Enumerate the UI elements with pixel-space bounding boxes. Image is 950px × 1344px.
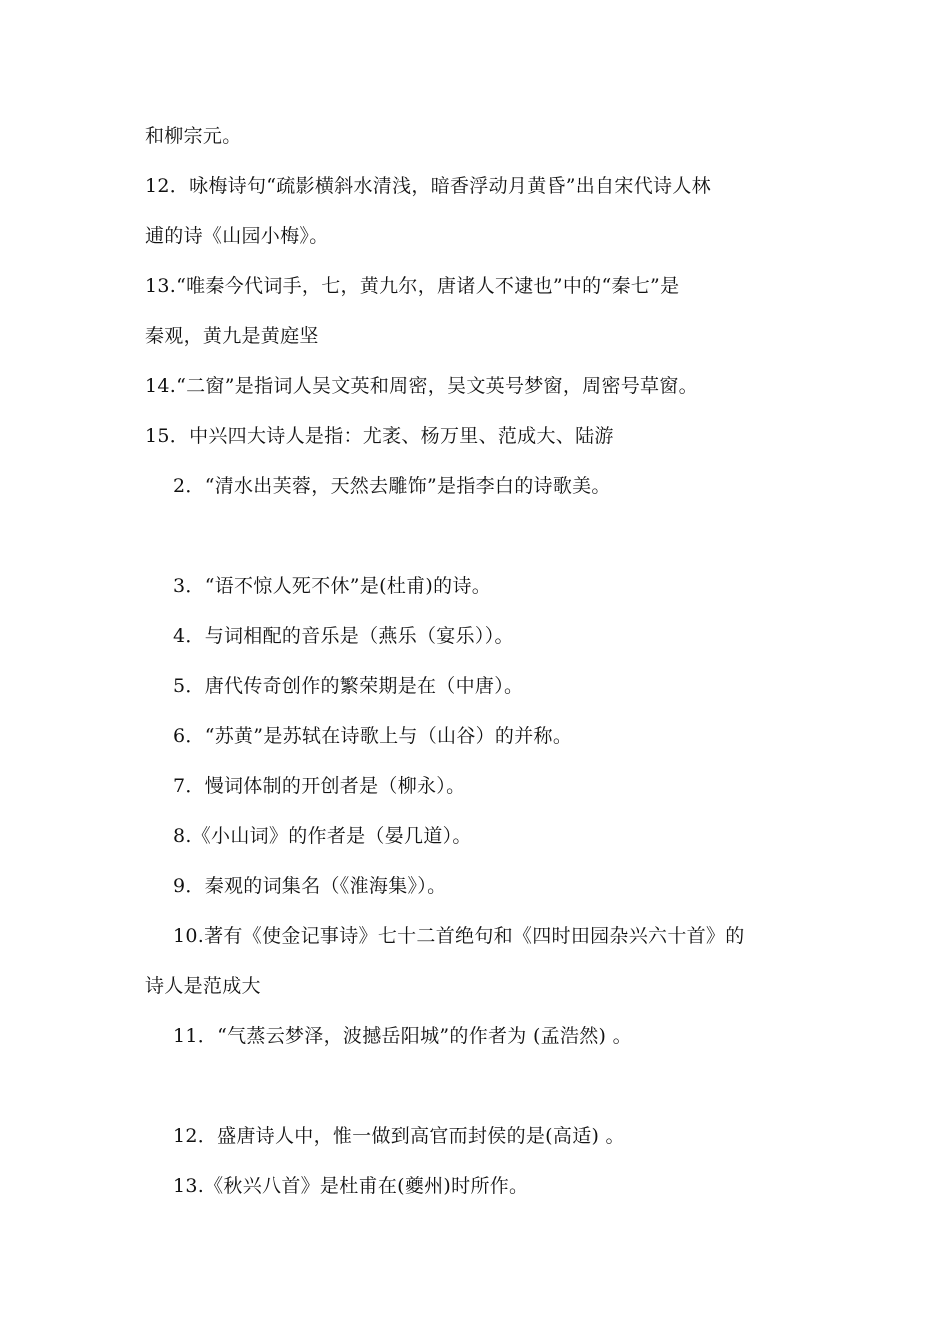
text-line: 4．与词相配的音乐是（燕乐（宴乐））。 — [173, 625, 514, 647]
text-line: 13.“唯秦今代词手，七，黄九尔，唐诸人不逮也”中的“秦七”是 — [145, 275, 680, 297]
text-line: 6．“苏黄”是苏轼在诗歌上与（山谷）的并称。 — [173, 725, 573, 747]
text-line: 和柳宗元。 — [145, 125, 242, 147]
text-line: 12．咏梅诗句“疏影横斜水清浅，暗香浮动月黄昏”出自宋代诗人林 — [145, 175, 711, 197]
text-line: 秦观，黄九是黄庭坚 — [145, 325, 319, 347]
text-line: 5．唐代传奇创作的繁荣期是在（中唐）。 — [173, 675, 524, 697]
text-line: 3．“语不惊人死不休”是(杜甫)的诗。 — [173, 575, 492, 597]
text-line: 10.著有《使金记事诗》七十二首绝句和《四时田园杂兴六十首》的 — [173, 925, 745, 947]
text-line: 14.“二窗”是指词人吴文英和周密，吴文英号梦窗，周密号草窗。 — [145, 375, 698, 397]
text-line: 11．“气蒸云梦泽，波撼岳阳城”的作者为 (孟浩然) 。 — [173, 1025, 632, 1047]
text-line: 诗人是范成大 — [145, 975, 261, 997]
text-line: 7．慢词体制的开创者是（柳永）。 — [173, 775, 466, 797]
text-line: 2．“清水出芙蓉，天然去雕饰”是指李白的诗歌美。 — [173, 475, 611, 497]
text-line: 9．秦观的词集名（《淮海集》）。 — [173, 875, 447, 897]
text-line: 12．盛唐诗人中，惟一做到高官而封侯的是(高适) 。 — [173, 1125, 625, 1147]
text-line: 逋的诗《山园小梅》。 — [145, 225, 329, 247]
text-line: 15．中兴四大诗人是指：尤袤、杨万里、范成大、陆游 — [145, 425, 614, 447]
text-line: 8.《小山词》的作者是（晏几道）。 — [173, 825, 472, 847]
text-line: 13.《秋兴八首》是杜甫在(夔州)时所作。 — [173, 1175, 529, 1197]
